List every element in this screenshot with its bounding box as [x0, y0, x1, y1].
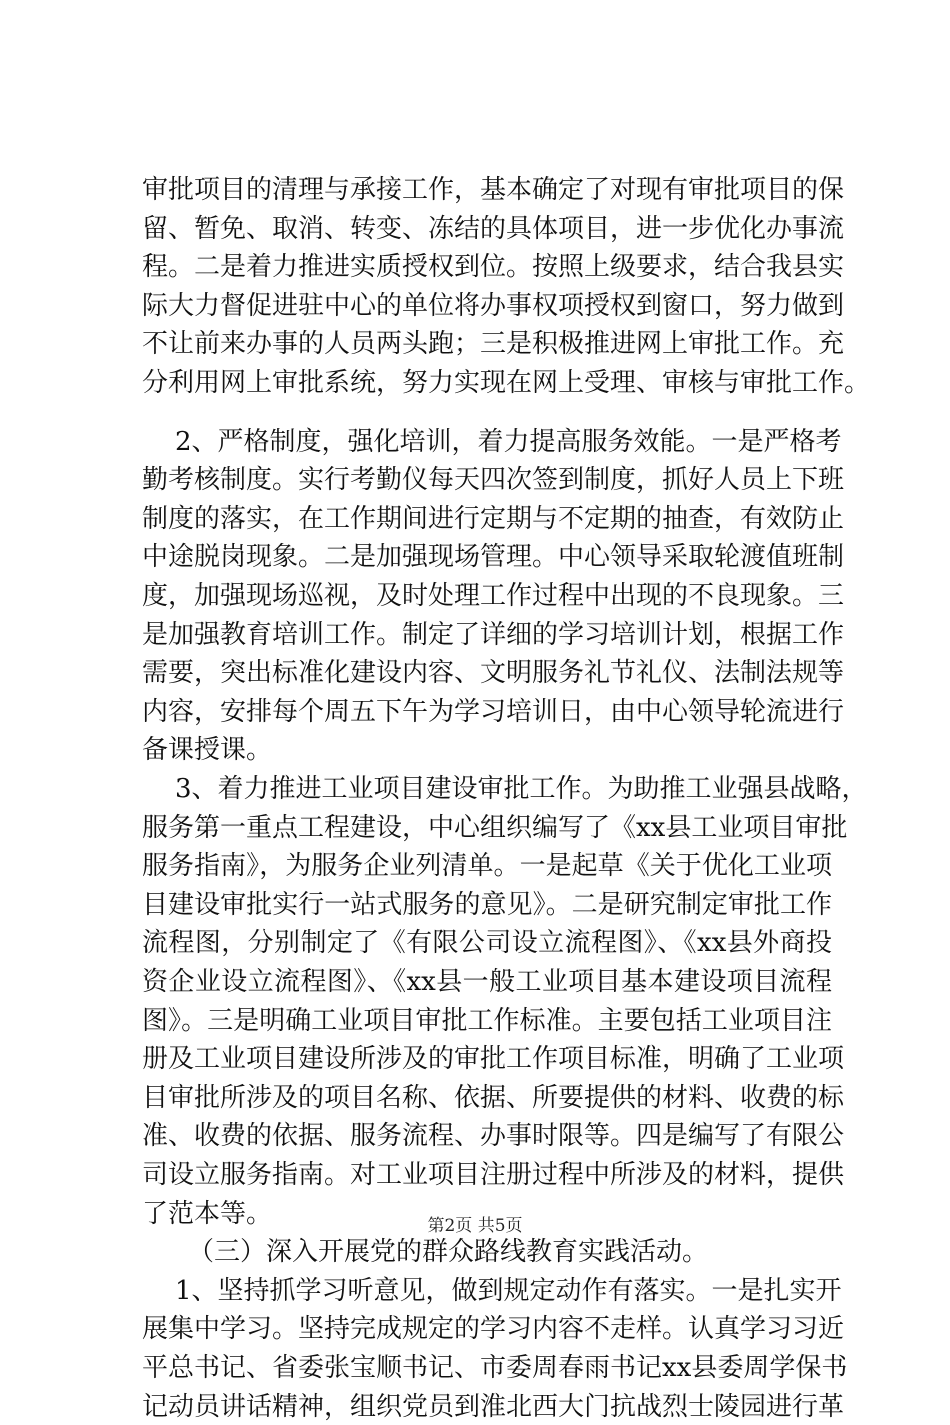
text-line: 分利用网上审批系统，努力实现在网上受理、审核与审批工作。: [142, 368, 871, 398]
text-line: 了范本等。: [142, 1199, 273, 1229]
text-line: 展集中学习。坚持完成规定的学习内容不走样。认真学习习近: [142, 1314, 845, 1344]
text-line: 服务第一重点工程建设，中心组织编写了《xx县工业项目审批: [142, 813, 848, 843]
text-line: 际大力督促进驻中心的单位将办事权项授权到窗口，努力做到: [142, 291, 845, 321]
text-line: 记动员讲话精神，组织党员到淮北西大门抗战烈士陵园进行革: [142, 1392, 845, 1422]
text-line: 司设立服务指南。对工业项目注册过程中所涉及的材料，提供: [142, 1160, 845, 1190]
text-line: 需要，突出标准化建设内容、文明服务礼节礼仪、法制法规等: [142, 658, 845, 688]
text-line: 平总书记、省委张宝顺书记、市委周春雨书记xx县委周学保书: [142, 1353, 848, 1383]
section-heading: （三）深入开展党的群众路线教育实践活动。: [188, 1237, 709, 1267]
text-line: 程。二是着力推进实质授权到位。按照上级要求，结合我县实: [142, 252, 845, 282]
text-line: 1、坚持抓学习听意见，做到规定动作有落实。一是扎实开: [175, 1276, 842, 1306]
text-line: 不让前来办事的人员两头跑；三是积极推进网上审批工作。充: [142, 329, 845, 359]
page-number: 第2页 共5页: [427, 1216, 523, 1236]
text-line: 是加强教育培训工作。制定了详细的学习培训计划，根据工作: [142, 620, 845, 650]
text-line: 制度的落实，在工作期间进行定期与不定期的抽查，有效防止: [142, 504, 845, 534]
text-line: 审批项目的清理与承接工作，基本确定了对现有审批项目的保: [142, 175, 845, 205]
text-line: 3、着力推进工业项目建设审批工作。为助推工业强县战略，: [175, 774, 868, 804]
text-line: 服务指南》，为服务企业列清单。一是起草《关于优化工业项: [142, 851, 832, 881]
text-line: 2、严格制度，强化培训，着力提高服务效能。一是严格考: [175, 427, 842, 457]
text-line: 准、收费的依据、服务流程、办事时限等。四是编写了有限公: [142, 1121, 845, 1151]
text-line: 留、暂免、取消、转变、冻结的具体项目，进一步优化办事流: [142, 214, 845, 244]
text-line: 流程图，分别制定了《有限公司设立流程图》、《xx县外商投: [142, 928, 832, 958]
text-line: 中途脱岗现象。二是加强现场管理。中心领导采取轮渡值班制: [142, 542, 845, 572]
text-line: 目建设审批实行一站式服务的意见》。二是研究制定审批工作: [142, 890, 832, 920]
text-line: 册及工业项目建设所涉及的审批工作项目标准，明确了工业项: [142, 1044, 845, 1074]
text-line: 资企业设立流程图》、《xx县一般工业项目基本建设项目流程: [142, 967, 832, 997]
text-line: 度，加强现场巡视，及时处理工作过程中出现的不良现象。三: [142, 581, 845, 611]
text-line: 内容，安排每个周五下午为学习培训日，由中心领导轮流进行: [142, 697, 845, 727]
text-line: 备课授课。: [142, 735, 273, 765]
text-line: 勤考核制度。实行考勤仪每天四次签到制度，抓好人员上下班: [142, 465, 845, 495]
text-line: 图》。三是明确工业项目审批工作标准。主要包括工业项目注: [142, 1006, 832, 1036]
text-line: 目审批所涉及的项目名称、依据、所要提供的材料、收费的标: [142, 1083, 845, 1113]
